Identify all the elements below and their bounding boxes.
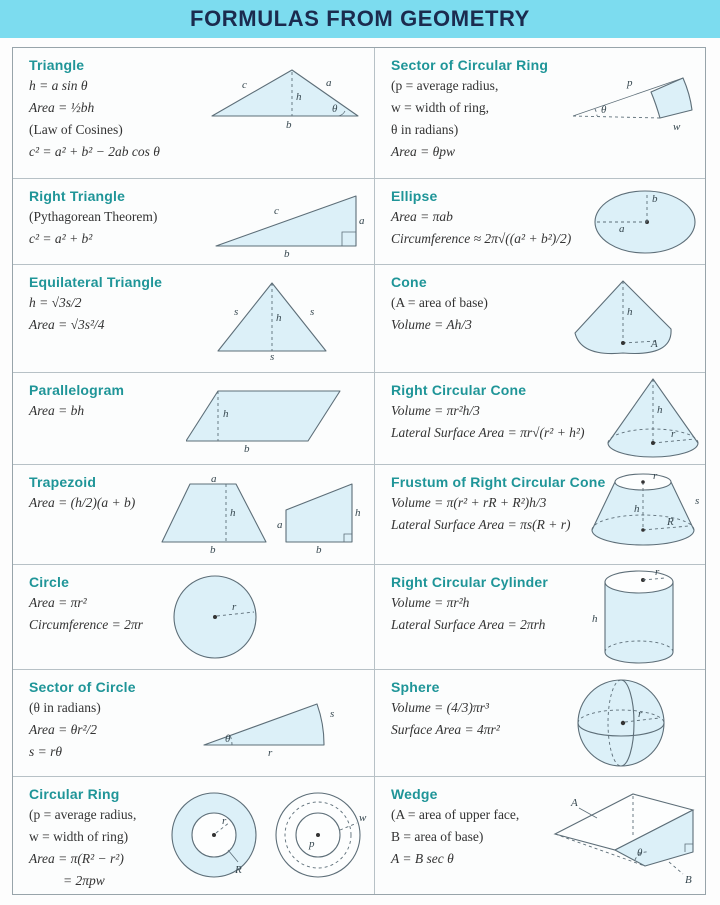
diagram-label: h	[296, 91, 302, 104]
formula: Area = θpw	[391, 144, 455, 159]
heading-circular-ring: Circular Ring	[29, 786, 120, 802]
heading-sector-circle: Sector of Circle	[29, 679, 136, 695]
diagram-label: R	[235, 863, 242, 876]
diagram-label: r	[638, 708, 643, 720]
diagram-label: h	[592, 613, 598, 625]
diagram-label: r	[655, 566, 660, 578]
page-title: FORMULAS FROM GEOMETRY	[0, 0, 720, 38]
heading-right-triangle: Right Triangle	[29, 188, 126, 204]
heading-circle: Circle	[29, 574, 70, 590]
diagram-label: h	[634, 502, 640, 515]
formulas-trapezoid	[29, 495, 360, 511]
formula: = 2πpw	[63, 873, 105, 888]
formula-note: w = width of ring,	[391, 100, 489, 115]
diagram-label: h	[627, 305, 633, 318]
diagram-label: b	[652, 192, 658, 205]
formula: Area = θr²/2	[29, 722, 98, 737]
formula-note: (p = average radius,	[29, 807, 137, 822]
cell-right-circular-cylinder	[375, 564, 705, 669]
formulas-equilateral	[29, 295, 360, 333]
cell-equilateral-triangle	[13, 264, 375, 372]
formula: h = √3s/2	[29, 295, 82, 310]
diagram-label: h	[223, 407, 229, 420]
formulas-circular-ring	[29, 807, 360, 889]
diagram-label: b	[316, 543, 322, 556]
cell-sector-of-circle	[13, 669, 375, 776]
diagram-label: h	[230, 506, 236, 519]
formulas-right-triangle	[29, 209, 360, 247]
formula-table	[12, 47, 706, 895]
diagram-label: b	[284, 247, 290, 258]
diagram-label: r	[671, 427, 676, 440]
heading-cone: Cone	[391, 274, 427, 290]
formula: A = B sec θ	[391, 851, 454, 866]
diagram-label: θ	[601, 103, 607, 116]
cell-wedge	[375, 776, 705, 894]
diagram-label: R	[667, 515, 674, 528]
heading-trapezoid: Trapezoid	[29, 474, 97, 490]
formula: Area = (h/2)(a + b)	[29, 495, 136, 510]
formula: Lateral Surface Area = πr√(r² + h²)	[391, 425, 585, 440]
heading-sphere: Sphere	[391, 679, 440, 695]
formula-note: (A = area of base)	[391, 295, 488, 310]
cell-sector-of-circular-ring	[375, 48, 705, 178]
diagram-label: h	[355, 506, 361, 519]
formulas-parallelogram	[29, 403, 360, 419]
heading-equilateral: Equilateral Triangle	[29, 274, 163, 290]
diagram-label: a	[211, 473, 217, 485]
formula: Area = √3s²/4	[29, 317, 105, 332]
heading-cylinder: Right Circular Cylinder	[391, 574, 549, 590]
diagram-label: w	[673, 120, 681, 133]
cell-right-circular-cone	[375, 372, 705, 464]
diagram-label: A	[651, 337, 658, 350]
formula: Area = ½bh	[29, 100, 95, 115]
heading-ellipse: Ellipse	[391, 188, 438, 204]
diagram-label: A	[571, 796, 578, 809]
formula-note: (A = area of upper face,	[391, 807, 520, 822]
formula-note: θ in radians)	[391, 122, 459, 137]
formula-note: (Law of Cosines)	[29, 122, 123, 137]
formulas-wedge	[391, 807, 691, 867]
formula: Volume = πr²h	[391, 595, 470, 610]
cell-trapezoid	[13, 464, 375, 564]
formula: Volume = (4/3)πr³	[391, 700, 489, 715]
diagram-label: a	[619, 222, 625, 235]
trapezoid-diagram	[156, 474, 362, 556]
formulas-cone	[391, 295, 691, 333]
cell-right-triangle	[13, 178, 375, 264]
diagram-label: θ	[332, 103, 338, 116]
formula-note: (p = average radius,	[391, 78, 499, 93]
diagram-label: p	[309, 837, 315, 850]
formula: c² = a² + b² − 2ab cos θ	[29, 144, 160, 159]
diagram-label: c	[242, 79, 247, 92]
cell-circular-ring	[13, 776, 375, 894]
diagram-label: b	[244, 442, 250, 453]
diagram-label: a	[277, 518, 283, 531]
diagram-label: r	[232, 601, 237, 613]
diagram-label: h	[276, 311, 282, 324]
diagram-label: b	[210, 543, 216, 556]
diagram-label: B	[685, 873, 692, 886]
formula: Area = π(R² − r²)	[29, 851, 124, 866]
diagram-label: b	[286, 119, 292, 131]
diagram-label: s	[310, 305, 315, 318]
formula: Circumference = 2πr	[29, 617, 143, 632]
formula: Surface Area = 4πr²	[391, 722, 500, 737]
formulas-triangle	[29, 78, 360, 160]
formulas-sector-circle	[29, 700, 360, 760]
diagram-label: w	[359, 811, 367, 824]
diagram-label: θ	[225, 733, 231, 745]
diagram-label: s	[270, 350, 275, 361]
formula: Circumference ≈ 2π√((a² + b²)/2)	[391, 231, 572, 246]
heading-parallelogram: Parallelogram	[29, 382, 125, 398]
formulas-cylinder	[391, 595, 691, 633]
formula: h = a sin θ	[29, 78, 88, 93]
diagram-label: s	[234, 305, 239, 318]
diagram-label: r	[222, 814, 227, 827]
diagram-label: h	[657, 403, 663, 416]
heading-sector-ring: Sector of Circular Ring	[391, 57, 549, 73]
cell-frustum	[375, 464, 705, 564]
heading-triangle: Triangle	[29, 57, 85, 73]
formula-note: w = width of ring)	[29, 829, 129, 844]
cell-parallelogram	[13, 372, 375, 464]
diagram-label: c	[274, 204, 279, 217]
formula: Volume = πr²h/3	[391, 403, 480, 418]
diagram-label: θ	[637, 846, 643, 859]
formula: Area = πab	[391, 209, 453, 224]
cell-triangle	[13, 48, 375, 178]
diagram-label: r	[268, 747, 273, 757]
cell-ellipse	[375, 178, 705, 264]
formulas-circle	[29, 595, 360, 633]
formula: Area = bh	[29, 403, 85, 418]
formulas-right-cone	[391, 403, 691, 441]
diagram-label: r	[653, 469, 658, 482]
formula: Volume = Ah/3	[391, 317, 472, 332]
formula: s = rθ	[29, 744, 62, 759]
diagram-label: p	[627, 76, 633, 89]
cell-sphere	[375, 669, 705, 776]
formula: c² = a² + b²	[29, 231, 93, 246]
diagram-label: s	[695, 494, 700, 507]
heading-right-cone: Right Circular Cone	[391, 382, 527, 398]
formulas-sector-ring	[391, 78, 691, 160]
formulas-ellipse	[391, 209, 691, 247]
formula: Lateral Surface Area = 2πrh	[391, 617, 546, 632]
diagram-label: a	[359, 214, 365, 227]
heading-frustum: Frustum of Right Circular Cone	[391, 474, 606, 490]
formula-note: (Pythagorean Theorem)	[29, 209, 158, 224]
heading-wedge: Wedge	[391, 786, 438, 802]
formulas-sphere	[391, 700, 691, 738]
formula: Lateral Surface Area = πs(R + r)	[391, 517, 571, 532]
formula: Volume = π(r² + rR + R²)h/3	[391, 495, 547, 510]
cell-circle	[13, 564, 375, 669]
formula-note: B = area of base)	[391, 829, 484, 844]
cell-cone	[375, 264, 705, 372]
formula: Area = πr²	[29, 595, 87, 610]
formulas-frustum	[391, 495, 691, 533]
formula-note: (θ in radians)	[29, 700, 101, 715]
diagram-label: s	[330, 708, 335, 720]
diagram-label: a	[326, 77, 332, 90]
